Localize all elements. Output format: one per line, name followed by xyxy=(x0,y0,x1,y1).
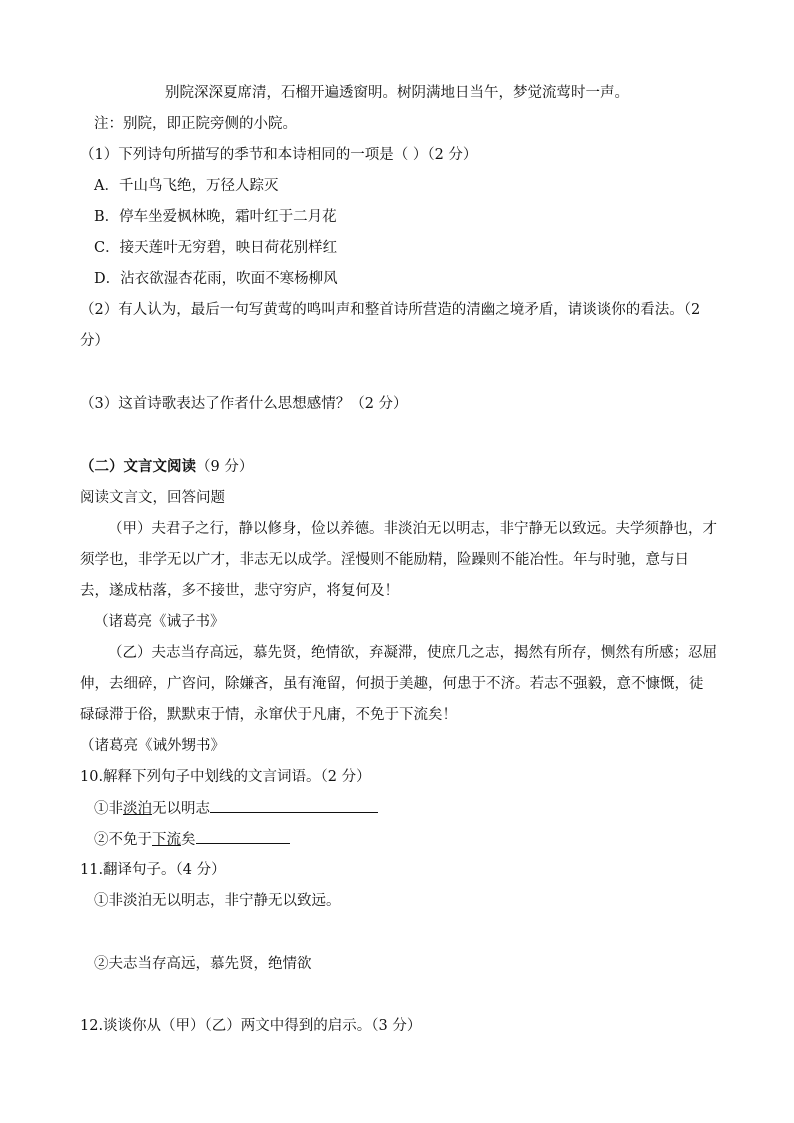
passage-jia-line3: 去，遂成枯落，多不接世，悲守穷庐，将复何及！ xyxy=(80,583,399,599)
question-12-stem: 12.谈谈你从（甲）（乙）两文中得到的启示。（3 分） xyxy=(80,1018,422,1034)
passage-jia-source: （诸葛亮《诫子书》 xyxy=(94,614,225,630)
passage-jia-line1: （甲）夫君子之行，静以修身，俭以养德。非淡泊无以明志，非宁静无以致远。夫学须静也，才 xyxy=(108,521,717,537)
question-2-stem-line2: 分） xyxy=(80,333,109,349)
poem-note: 注：别院，即正院旁侧的小院。 xyxy=(94,116,297,132)
poem-text: 别院深深夏席清，石榴开遍透窗明。树阴满地日当午，梦觉流莺时一声。 xyxy=(165,85,629,101)
answer-blank[interactable] xyxy=(196,829,290,844)
q10-item1-suffix: 无以明志 xyxy=(152,801,210,817)
q10-item2-suffix: 矣 xyxy=(181,832,196,848)
question-1-option-d: D．沾衣欲湿杏花雨，吹面不寒杨柳风 xyxy=(94,271,338,287)
passage-jia-line2: 须学也，非学无以广才，非志无以成学。淫慢则不能励精，险躁则不能冶性。年与时驰，意与日 xyxy=(80,552,689,568)
question-3-stem: （3）这首诗歌表达了作者什么思想感情？（2 分） xyxy=(80,396,408,412)
question-10-item-1 xyxy=(94,798,734,819)
passage-yi-line1: （乙）夫志当存高远，慕先贤，绝情欲，弃凝滞，使庶几之志，揭然有所存，恻然有所感；忍屈 xyxy=(108,645,717,661)
question-1-option-a: A．千山鸟飞绝，万径人踪灭 xyxy=(94,178,279,194)
question-1-option-c: C．接天莲叶无穷碧，映日荷花别样红 xyxy=(94,240,338,256)
question-11-item-2: ②夫志当存高远，慕先贤，绝情欲 xyxy=(94,956,312,972)
q10-item1-prefix: ①非 xyxy=(94,801,123,817)
question-10-item-2 xyxy=(94,829,734,850)
q10-item2-underlined-word: 下流 xyxy=(152,832,181,848)
question-11-item-1: ①非淡泊无以明志，非宁静无以致远。 xyxy=(94,893,341,909)
passage-yi-source: （诸葛亮《诫外甥书》 xyxy=(80,738,225,754)
q10-item2-prefix: ②不免于 xyxy=(94,832,152,848)
question-1-stem: （1）下列诗句所描写的季节和本诗相同的一项是（ ）（2 分） xyxy=(80,147,478,163)
question-1-option-b: B．停车坐爱枫林晚，霜叶红于二月花 xyxy=(94,209,337,225)
question-11-stem: 11.翻译句子。（4 分） xyxy=(80,862,226,878)
q10-item1-underlined-word: 淡泊 xyxy=(123,801,152,817)
section-2-title: （二）文言文阅读 xyxy=(80,458,196,475)
passage-yi-line2: 伸，去细碎，广咨问，除嫌吝，虽有淹留，何损于美趣，何患于不济。若志不强毅，意不慷慨，徒 xyxy=(80,676,704,692)
question-2-stem-line1: （2）有人认为，最后一句写黄莺的鸣叫声和整首诗所营造的清幽之境矛盾，请谈谈你的看法。（2 xyxy=(80,302,701,318)
section-2-score: （9 分） xyxy=(196,459,254,475)
passage-yi-line3: 碌碌滞于俗，默默束于情，永窜伏于凡庸，不免于下流矣！ xyxy=(80,707,457,723)
section-2-heading xyxy=(80,457,734,477)
question-10-stem: 10.解释下列句子中划线的文言词语。（2 分） xyxy=(80,769,371,785)
section-2-instruction: 阅读文言文，回答问题 xyxy=(80,490,225,506)
answer-blank[interactable] xyxy=(210,798,378,813)
